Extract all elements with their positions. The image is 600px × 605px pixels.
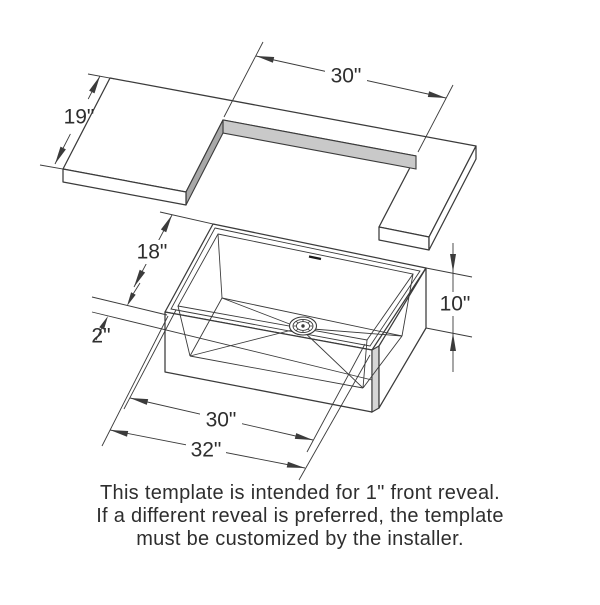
arrowhead xyxy=(127,292,136,306)
note-line-1: This template is intended for 1" front reveal. xyxy=(100,482,500,504)
dimension-label: 30" xyxy=(205,408,237,432)
dimension-label: 2" xyxy=(91,324,111,348)
note-line-3: must be customized by the installer. xyxy=(136,528,464,550)
dimension-label: 18" xyxy=(136,240,168,264)
countertop-template xyxy=(63,78,476,250)
arrowhead xyxy=(256,56,274,63)
arrowhead xyxy=(450,333,456,351)
extension-line xyxy=(426,328,472,337)
drain-center-knob xyxy=(301,324,304,327)
arrowhead xyxy=(130,398,148,405)
extension-line xyxy=(426,268,472,277)
sink-drawing xyxy=(165,224,426,412)
arrowhead xyxy=(110,430,128,437)
arrowhead xyxy=(55,147,66,164)
dimension-sink-height xyxy=(426,243,474,372)
dimension-label: 32" xyxy=(190,438,222,462)
arrowhead xyxy=(428,91,446,98)
arrowhead xyxy=(89,76,100,93)
arrowhead xyxy=(450,254,456,272)
installer-note xyxy=(96,482,504,550)
sink-corner-step-face xyxy=(372,346,379,412)
arrowhead xyxy=(287,462,305,468)
note-line-2: If a different reveal is preferred, the template xyxy=(96,505,504,527)
arrowhead xyxy=(161,215,172,232)
extension-line xyxy=(88,74,114,79)
arrow-tail xyxy=(133,283,140,294)
dimension-label: 10" xyxy=(439,292,471,316)
extension-line xyxy=(40,165,66,170)
dimension-label: 19" xyxy=(63,105,95,129)
extension-line xyxy=(102,316,168,446)
drain-strainer xyxy=(290,317,317,335)
dimension-label: 30" xyxy=(330,64,362,88)
arrowhead xyxy=(295,433,313,440)
